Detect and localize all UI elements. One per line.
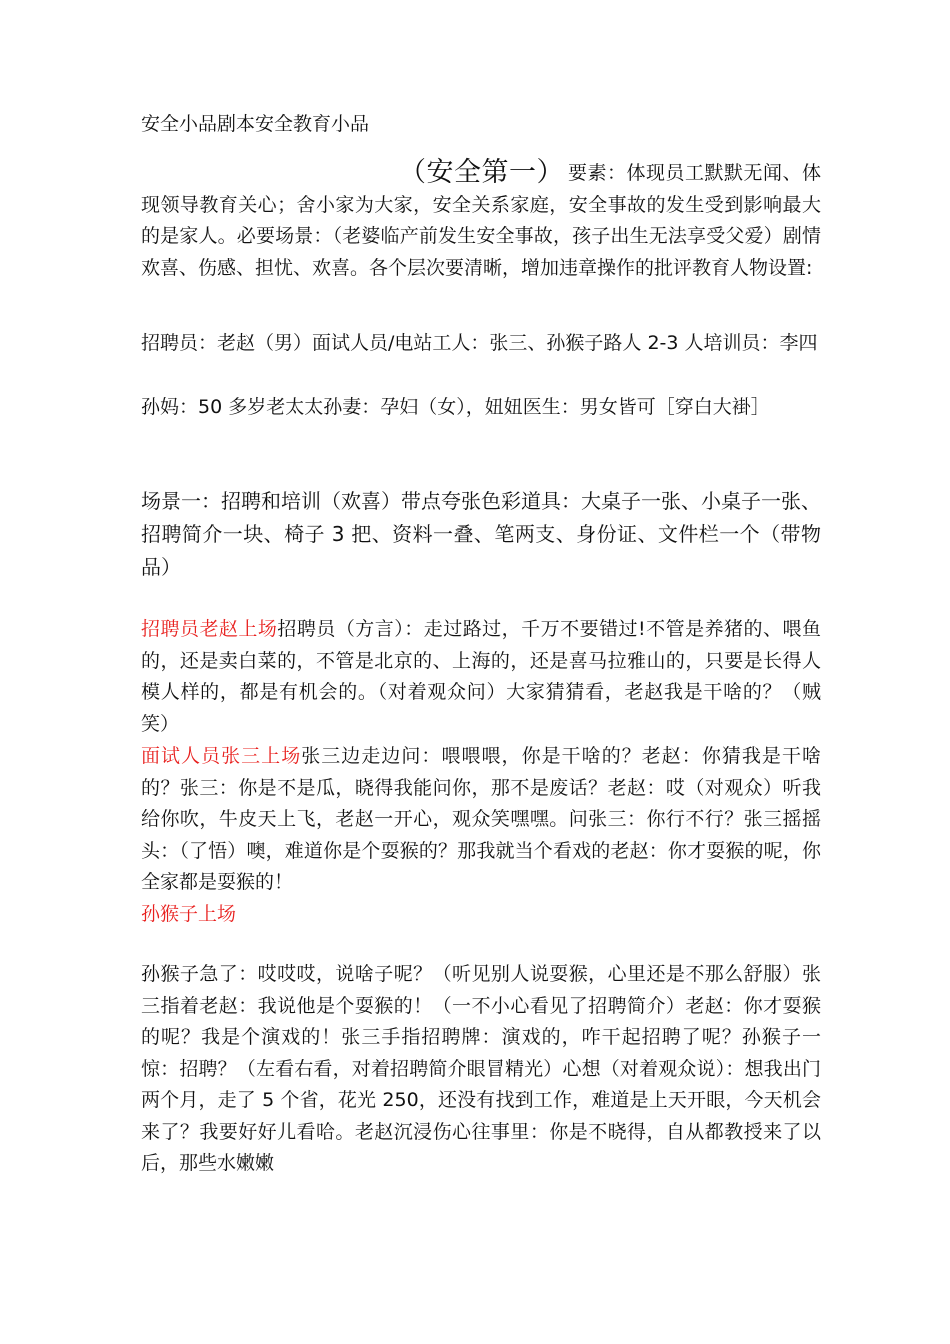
intro-block bbox=[141, 157, 821, 284]
scene-paragraph-1 bbox=[141, 614, 821, 740]
stage-cue-sunhouzi-enters bbox=[141, 899, 821, 931]
document-title: 安全小品剧本安全教育小品 bbox=[141, 113, 370, 135]
paragraph-1-text: 招聘员（方言）：走过路过，千万不要错过!不管是养猪的、喂鱼的，还是卖白菜的，不管是北京的、上海的，还是喜马拉雅山的，只要是长得人模人样的，都是有机会的。（对着观众问）大家猜猜看，老赵我是干啥的？（贼笑） bbox=[141, 618, 821, 735]
stage-cue-sunhouzi-text: 孙猴子上场 bbox=[141, 903, 237, 925]
stage-cue-zhangsan-enters: 面试人员张三上场 bbox=[141, 745, 302, 767]
cast-line-1: 招聘员：老赵（男）面试人员/电站工人：张三、孙猴子路人 2-3 人培训员：李四 bbox=[141, 332, 818, 354]
section-heading: （安全第一） bbox=[399, 157, 564, 188]
scene-paragraph-2 bbox=[141, 741, 821, 899]
heading-spacer bbox=[141, 162, 399, 184]
cast-line-2: 孙妈：50 多岁老太太孙妻：孕妇（女），妞妞医生：男女皆可［穿白大褂］ bbox=[141, 396, 770, 418]
stage-cue-zhao-enters: 招聘员老赵上场 bbox=[141, 618, 278, 640]
paragraph-2-text: 张三边走边问：喂喂喂，你是干啥的？老赵：你猜我是干啥的？张三：你是不是瓜，晓得我能问你，那不是废话？老赵：哎（对观众）听我给你吹，牛皮天上飞，老赵一开心，观众笑嘿嘿。问张三：你行不行？张三摇摇头：（了悟）噢，难道你是个耍猴的？那我就当个看戏的老赵：你才耍猴的呢，你全家都是耍猴的！ bbox=[141, 745, 821, 893]
scene-one-description: 场景一：招聘和培训（欢喜）带点夸张色彩道具：大桌子一张、小桌子一张、招聘简介一块、椅子 3 把、资料一叠、笔两支、身份证、文件栏一个（带物品） bbox=[141, 489, 821, 579]
scene-paragraph-3: 孙猴子急了：哎哎哎，说啥子呢？（听见别人说耍猴，心里还是不那么舒服）张三指着老赵：我说他是个耍猴的！（一不小心看见了招聘简介）老赵：你才耍猴的呢？我是个演戏的！张三手指招聘牌：演戏的，咋干起招聘了呢？孙猴子一惊：招聘？（左看右看，对着招聘简介眼冒精光）心想（对着观众说）：想我出门两个月，走了 5 个省，花光 250，还没有找到工作，难道是上天开眼，今天机会来了？我要好好儿看哈。老赵沉浸伤心往事里：你是不晓得，自从都教授来了以后，那些水嫩嫩 bbox=[141, 963, 821, 1174]
intro-text: 要素：体现员工默默无闻、体现领导教育关心；舍小家为大家，安全关系家庭，安全事故的发生受到影响最大的是家人。必要场景：（老婆临产前发生安全事故，孩子出生无法享受父爱）剧情欢喜、伤感、担忧、欢喜。各个层次要清晰，增加违章操作的批评教育人物设置: bbox=[141, 162, 821, 279]
